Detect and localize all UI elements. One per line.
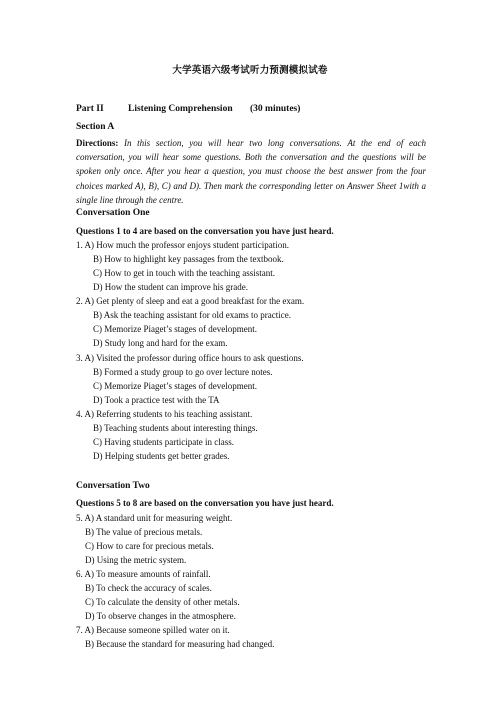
- question-5-option-a: 5. A) A standard unit for measuring weight.: [76, 513, 233, 523]
- question-1-option-b: B) How to highlight key passages from the textbook.: [93, 254, 284, 264]
- question-5-option-c: C) How to care for precious metals.: [85, 541, 214, 551]
- question-2-option-a: 2. A) Get plenty of sleep and eat a good breakfast for the exam.: [76, 296, 305, 306]
- part-header: [76, 104, 300, 114]
- section-label: Section A: [76, 122, 115, 132]
- question-2-option-b: B) Ask the teaching assistant for old exams to practice.: [93, 310, 291, 320]
- question-4-option-b: B) Teaching students about interesting things.: [93, 423, 258, 433]
- question-3-option-d: D) Took a practice test with the TA: [93, 395, 220, 405]
- question-5-option-b: B) The value of precious metals.: [85, 527, 203, 537]
- part-number: Part II: [76, 104, 104, 114]
- exam-title: 大学英语六级考试听力预测模拟试卷: [172, 66, 328, 76]
- question-4-option-c: C) Having students participate in class.: [93, 437, 234, 447]
- question-2-option-c: C) Memorize Piaget’s stages of development.: [93, 324, 257, 334]
- part-name: Listening Comprehension: [128, 104, 233, 114]
- question-3-option-c: C) Memorize Piaget’s stages of development.: [93, 381, 257, 391]
- conversation-two-heading: Questions 5 to 8 are based on the conversation you have just heard.: [76, 498, 334, 508]
- question-1-option-d: D) How the student can improve his grade.: [93, 282, 248, 292]
- question-6-option-d: D) To observe changes in the atmosphere.: [85, 611, 236, 621]
- conversation-two-title: Conversation Two: [76, 481, 150, 491]
- question-7-option-a: 7. A) Because someone spilled water on it.: [76, 625, 230, 635]
- question-6-option-a: 6. A) To measure amounts of rainfall.: [76, 569, 211, 579]
- directions-label: Directions:: [76, 138, 119, 148]
- question-4-option-d: D) Helping students get better grades.: [93, 451, 230, 461]
- conversation-one-title: Conversation One: [76, 208, 150, 218]
- question-3-option-a: 3. A) Visited the professor during office hours to ask questions.: [76, 353, 304, 363]
- question-1-option-c: C) How to get in touch with the teaching assistant.: [93, 268, 275, 278]
- directions-paragraph: [76, 136, 426, 207]
- question-1-option-a: 1. A) How much the professor enjoys student participation.: [76, 240, 289, 250]
- question-6-option-b: B) To check the accuracy of scales.: [85, 583, 212, 593]
- question-7-option-b: B) Because the standard for measuring had changed.: [85, 639, 275, 649]
- question-3-option-b: B) Formed a study group to go over lecture notes.: [93, 367, 273, 377]
- question-4-option-a: 4. A) Referring students to his teaching assistant.: [76, 409, 253, 419]
- question-6-option-c: C) To calculate the density of other metals.: [85, 597, 240, 607]
- question-2-option-d: D) Study long and hard for the exam.: [93, 338, 228, 348]
- directions-text: In this section, you will hear two long conversations. At the end of each conversation, you will hear some questions. Both the conversation and the questions will be spoken only once. After you hear a question, you must choose the best answer from the four choices marked A), B), C) and D). Then mark the corresponding letter on Answer Sheet 1with a single line through the centre.: [76, 138, 426, 205]
- question-5-option-d: D) Using the metric system.: [85, 555, 187, 565]
- conversation-one-heading: Questions 1 to 4 are based on the conversation you have just heard.: [76, 226, 334, 236]
- part-duration: (30 minutes): [250, 104, 301, 114]
